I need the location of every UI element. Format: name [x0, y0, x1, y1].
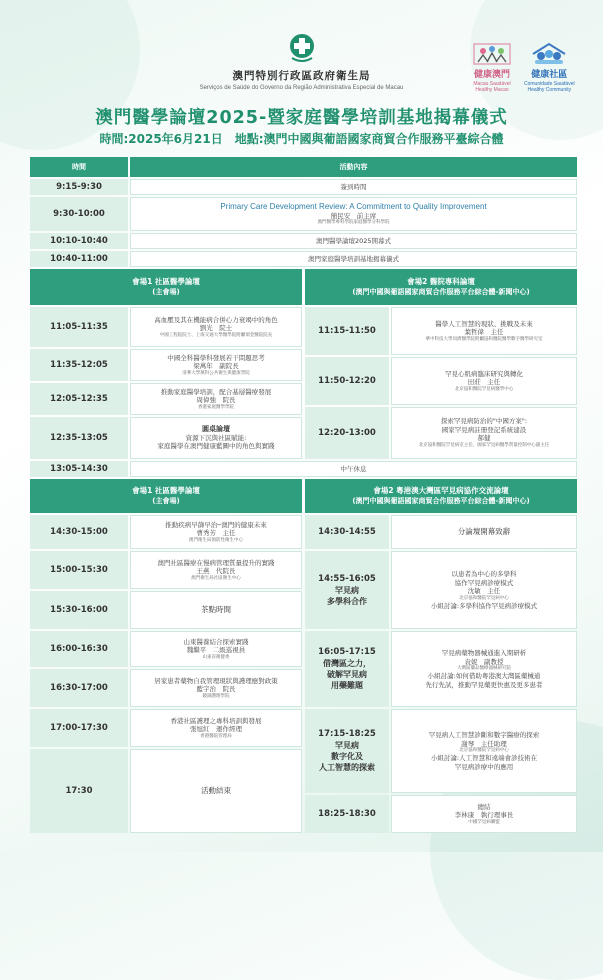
header-content [130, 157, 577, 177]
cell-line: 周偉強 院長 [196, 396, 236, 404]
event-cell [130, 551, 302, 589]
event-cell [130, 307, 302, 347]
cell-line: 會場1 社區醫學論壇 [132, 277, 200, 286]
cell-line: 罕見病診療中的應用 [454, 762, 514, 771]
cell-line: 16:00-16:30 [50, 643, 108, 654]
cell-line: 謝琴 主任助理 [461, 739, 507, 748]
time-cell [30, 461, 128, 477]
cell-line: 澳門醫學專科學院家庭醫學分科學院 [317, 220, 390, 226]
cell-line: 北京協和醫院罕見病室主任、國家罕見病醫學質量控制中心副主任 [418, 442, 550, 448]
event-cell [391, 551, 577, 629]
time-cell [305, 407, 389, 459]
time-cell [30, 709, 128, 747]
org-name-pt: Serviços de Saúde do Governo da Região Administrativa Especial de Macau [199, 85, 404, 91]
healthy-community-logo [524, 40, 575, 93]
time-cell [305, 307, 389, 355]
time-cell [305, 551, 389, 629]
time-cell [305, 709, 389, 793]
session-header [30, 479, 302, 513]
cell-line: 藍宇治 院長 [196, 685, 236, 693]
cell-line: 12:05-12:35 [50, 393, 108, 404]
cell-line: 小組討論:如何借助粵港澳大灣區藥械通 [427, 672, 541, 680]
cell-line: 醫學人工智慧的現狀、挑戰及未來 [435, 319, 533, 328]
healthy-community-sub-pt: Comunidade Saudável [524, 81, 575, 87]
cell-line: 香港家庭醫學學院 [198, 404, 234, 410]
time-cell [305, 795, 389, 833]
cell-line: 北京協和醫院罕見病中心 [459, 748, 509, 753]
header-time [30, 157, 128, 177]
event-cell [130, 515, 302, 549]
cell-line: 借灣區之力， [323, 659, 371, 668]
event-cell [130, 251, 577, 267]
cell-line: 罕見病 [335, 741, 359, 750]
cell-line: 11:05-11:35 [50, 321, 108, 332]
cell-line: 郝健 [477, 434, 491, 443]
cell-line: 簡民安 前主席 [330, 211, 377, 220]
cell-line: 推動家庭醫學培訓，配合基層醫療發展 [160, 387, 272, 396]
healthy-community-sub-en: Healthy Community [527, 87, 572, 93]
cell-line: 沈敏 主任 [467, 587, 501, 595]
cell-line: 北京協和醫院罕見病醫學中心 [454, 386, 514, 392]
time-cell [305, 631, 389, 707]
cell-line: 17:00-17:30 [50, 722, 108, 733]
cell-line: 茶點時間 [201, 604, 231, 614]
cell-line: 破解罕見病 [327, 670, 367, 679]
time-cell [30, 307, 128, 347]
session-header [30, 269, 302, 305]
cell-line: 16:05-17:15 [318, 647, 376, 657]
cell-line: 會場1 社區醫學論壇 [132, 486, 200, 495]
cell-line: 劉光 院士 [199, 324, 233, 332]
cell-line: 12:20-13:00 [318, 427, 376, 438]
cell-line: 鏡湖護理學院 [202, 693, 230, 699]
healthy-macao-sub-en: Healthy Macao [475, 87, 509, 93]
cell-line: 袁妮 副教授 [464, 657, 504, 666]
cell-line: (主會場) [152, 497, 180, 505]
cell-line: 簽到時間 [340, 182, 367, 191]
event-cell [130, 669, 302, 707]
cell-line: 數字化及 [331, 752, 363, 761]
time-cell [30, 669, 128, 707]
cell-line: 15:00-15:30 [50, 564, 108, 575]
time-cell [30, 749, 128, 833]
cell-line: 香港醫院管理局 [200, 733, 232, 739]
cell-line: 10:10-10:40 [50, 235, 108, 246]
cell-line: 山東省衛健委 [202, 654, 230, 660]
event-cell [130, 709, 302, 747]
cell-line: 17:15-18:25 [318, 729, 376, 739]
time-cell [30, 591, 128, 629]
cell-line: 活動內容 [339, 162, 368, 171]
cell-line: 10:40-11:00 [50, 253, 108, 264]
schedule-table [30, 157, 577, 833]
cell-line: 梁萬年 副院長 [193, 362, 239, 370]
cell-line: 11:15-11:50 [318, 325, 376, 336]
time-cell [30, 383, 128, 415]
cell-line: 中國全科醫學科發展若干問題思考 [167, 353, 265, 362]
event-cell [391, 357, 577, 405]
event-cell [130, 631, 302, 667]
healthy-macao-label: 健康澳門 [473, 70, 510, 80]
cell-line: 14:30-15:00 [50, 526, 108, 537]
cell-line: 9:15-9:30 [56, 181, 102, 192]
cell-line: 罕見病 [335, 585, 359, 595]
cell-line: 14:55-16:05 [318, 573, 376, 584]
cell-line: 推動疾病早篩早治─澳門的健康未來 [165, 520, 267, 529]
cell-line: 張旭紅 運作經理 [190, 725, 242, 733]
org-name: 澳門特別行政區政府衛生局 [232, 70, 371, 82]
cell-line: 12:35-13:05 [50, 432, 108, 443]
cell-line: 家庭醫學在澳門健康藍圖中的角色與實踐 [157, 442, 275, 451]
healthy-macao-icon [470, 40, 514, 66]
cell-line: 總結 [477, 802, 491, 811]
event-cell [130, 349, 302, 381]
event-cell [391, 307, 577, 355]
event-cell [130, 591, 302, 629]
cell-line: 田莊 主任 [467, 378, 501, 386]
event-cell [391, 515, 577, 549]
healthy-community-label: 健康社區 [531, 70, 568, 80]
cell-line: Primary Care Development Review: A Commitment to Quality Improvement [220, 201, 487, 211]
cell-line: (澳門中國與葡語國家商貿合作服務平台綜合體-新聞中心) [352, 288, 530, 296]
cell-line: 中午休息 [340, 464, 367, 473]
cell-line: 小組討論:多學科協作罕見病診療模式 [430, 601, 538, 610]
cell-line: (澳門中國與葡語國家商貿合作服務平台綜合體-新聞中心) [352, 497, 530, 505]
cell-line: 探索罕見病防治的"中國方案": [440, 417, 528, 426]
cell-line: 會場2 粵港澳大灣區罕見病協作交流論壇 [373, 486, 509, 495]
page-subtitle: 時間:2025年6月21日 地點:澳門中國與葡語國家商貿合作服務平臺綜合體 [99, 132, 504, 146]
cell-line: 15:30-16:00 [50, 604, 108, 615]
cell-line: 魏繼平 二級巡視員 [186, 646, 246, 654]
cell-line: 澳門社區醫療在慢病管理質量提升的實踐 [157, 558, 275, 567]
cell-line: 11:50-12:20 [318, 375, 376, 386]
cell-line: 人工智慧的探索 [319, 763, 375, 772]
cell-line: 山東醫養結合探索實踐 [183, 637, 249, 646]
event-cell [130, 179, 577, 195]
cell-line: 中國罕見病聯盟 [468, 819, 500, 825]
event-cell [391, 709, 577, 793]
cell-line: 澳門家庭醫學培訓基地揭幕儀式 [308, 254, 399, 263]
cell-line: 13:05-14:30 [50, 463, 108, 474]
event-cell [391, 631, 577, 707]
cell-line: 王燕 代院長 [196, 567, 236, 575]
time-cell [305, 357, 389, 405]
event-cell [130, 197, 577, 231]
event-cell [130, 233, 577, 249]
time-cell [305, 515, 389, 549]
event-cell [130, 383, 302, 415]
cell-line: 北京協和醫院罕見病中心 [459, 595, 509, 601]
event-cell [130, 749, 302, 833]
cell-line: (主會場) [152, 288, 180, 296]
cell-line: 先行先試，推動罕見藥更快惠及更多患者 [425, 680, 543, 689]
cell-line: 會場2 醫院專科論壇 [407, 277, 475, 286]
cell-line: 澳門衛生局社區衛生中心 [191, 575, 241, 581]
cell-line: 圓桌論壇 [202, 425, 230, 434]
cell-line: 居家患者藥物自我管理現狀與護理應對政策 [154, 676, 278, 685]
cell-line: 國家罕見病註冊登記系統建設 [441, 425, 527, 434]
cell-line: 16:30-17:00 [50, 682, 108, 693]
event-cell [391, 795, 577, 833]
cell-line: 14:30-14:55 [318, 526, 376, 537]
time-cell [30, 251, 128, 267]
healthy-community-icon [527, 40, 571, 66]
time-cell [30, 515, 128, 549]
cell-line: 多學科合作 [327, 596, 367, 606]
cell-line: 小組討論:人工智慧和遠端會診技術在 [430, 754, 538, 762]
cell-line: 9:30-10:00 [53, 208, 105, 219]
healthy-macao-logo [470, 40, 514, 93]
page-title: 澳門醫學論壇2025-暨家庭醫學培訓基地揭幕儀式 [95, 108, 508, 128]
time-cell [30, 417, 128, 459]
cell-line: 時間 [72, 162, 86, 171]
cell-line: 華中科技大學同濟醫學院附屬協和醫院醫學數字醫學研究室 [425, 336, 543, 342]
cell-line: 葉哲偉 主任 [464, 328, 504, 336]
event-cell [130, 461, 577, 477]
cell-line: 罕見病人工智慧診斷和數字醫療的探索 [428, 731, 540, 739]
event-cell [391, 407, 577, 459]
time-cell [30, 233, 128, 249]
cell-line: 高血壓及其在機能病合併心力衰竭中的角色 [154, 315, 278, 324]
cell-line: 17:30 [65, 785, 93, 796]
session-header [305, 479, 577, 513]
cell-line: 罕見病藥物器械通進入期研析 [441, 649, 527, 657]
cell-line: 罕見心肌病臨床研究與轉化 [445, 369, 523, 378]
cell-line: 11:35-12:05 [50, 359, 108, 370]
event-cell [130, 417, 302, 459]
time-cell [30, 631, 128, 667]
cell-line: 活動結束 [201, 785, 231, 795]
cell-line: 分論壇開幕致辭 [457, 526, 511, 536]
cell-line: 用藥難題 [331, 681, 363, 690]
cell-line: 18:25-18:30 [318, 808, 376, 819]
session-header [305, 269, 577, 305]
cell-line: 曹秀芳 主任 [196, 529, 236, 537]
cell-line: 李林康 執行理事長 [454, 811, 514, 819]
time-cell [30, 179, 128, 195]
cell-line: 清華大學萬科公共衛生與健康學院 [182, 370, 250, 376]
time-cell [30, 551, 128, 589]
cell-line: 澳門衛生局預防性衛生中心 [189, 537, 243, 543]
cell-line: 香港社區護理之專科培訓與發展 [170, 716, 262, 725]
cell-line: 大灣區藥品醫療器械研究院 [457, 666, 511, 671]
cell-line: 中國工程院院士、上海交通大學醫學院附屬瑞金醫院院長 [159, 332, 273, 338]
time-cell [30, 349, 128, 381]
health-bureau-logo-icon [288, 32, 316, 64]
cell-line: 以患者為中心的多學科 [451, 570, 517, 578]
cell-line: 澳門醫學論壇2025開幕式 [315, 236, 392, 245]
time-cell [30, 197, 128, 231]
cell-line: 協作罕見病診療模式 [454, 578, 514, 587]
cell-line: 資源下沉與社區賦能: [185, 433, 247, 442]
healthy-macao-sub-pt: Macau Saudável [473, 81, 511, 87]
